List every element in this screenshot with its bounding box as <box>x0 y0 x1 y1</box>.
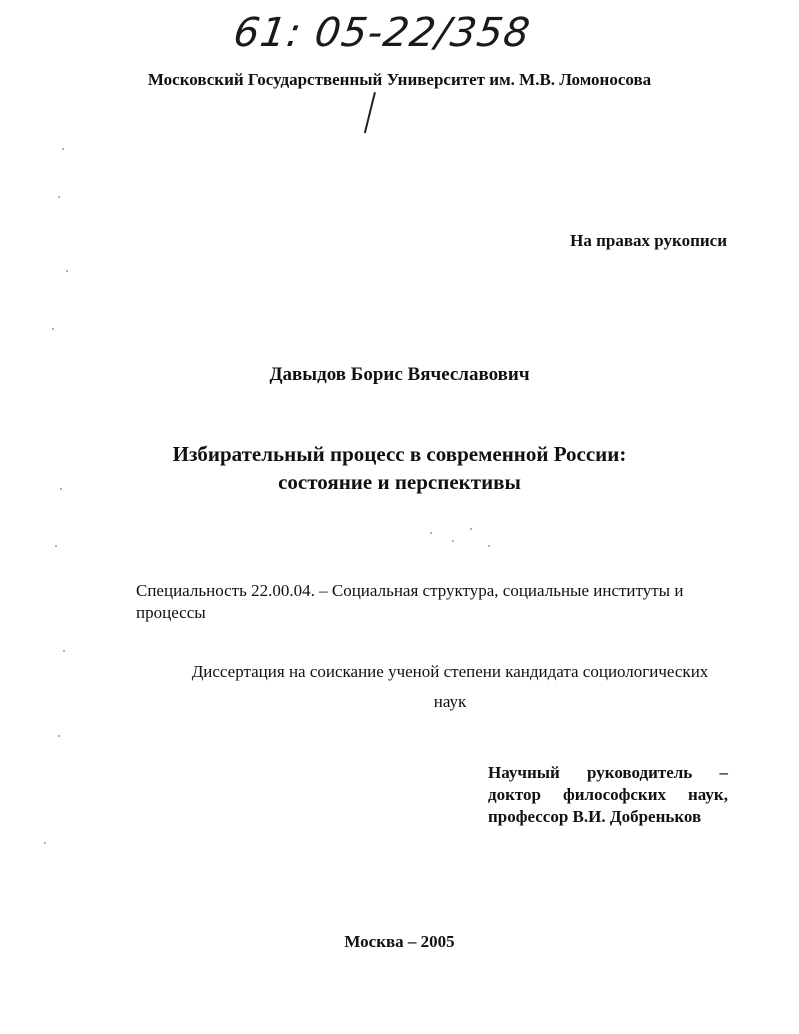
city-and-year: Москва – 2005 <box>344 932 455 951</box>
title-line-1: Избирательный процесс в современной России: <box>172 442 627 466</box>
supervisor-word: философских <box>562 785 667 804</box>
scan-speck <box>63 650 65 652</box>
dissertation-line-1: Диссертация на соискание ученой степени кандидата социологических <box>191 662 709 681</box>
supervisor-line-3: профессор В.И. Добреньков <box>488 807 702 826</box>
author-name: Давыдов Борис Вячеславович <box>269 364 530 385</box>
scan-speck <box>58 196 60 198</box>
scan-speck <box>52 328 54 330</box>
scan-speck <box>66 270 68 272</box>
scan-speck <box>470 528 472 530</box>
dissertation-line-2: наук <box>433 692 467 711</box>
scan-speck <box>62 148 64 150</box>
supervisor-word: Научный <box>488 763 560 782</box>
scan-speck <box>58 735 60 737</box>
scan-speck <box>430 532 432 534</box>
scan-speck <box>44 842 46 844</box>
handwritten-stroke <box>364 92 376 133</box>
supervisor-word: – <box>719 763 728 782</box>
manuscript-rights-note: На правах рукописи <box>570 231 727 250</box>
scan-speck <box>488 545 490 547</box>
supervisor-word: наук, <box>688 785 728 804</box>
specialty-line-2: процессы <box>136 603 206 622</box>
specialty-line-1: Специальность 22.00.04. – Социальная структура, социальные институты и <box>136 581 684 600</box>
dissertation-title <box>0 440 799 496</box>
scan-speck <box>452 540 454 542</box>
specialty-text <box>136 580 736 624</box>
scientific-supervisor <box>488 762 728 828</box>
university-name: Московский Государственный Университет им. М.В. Ломоносова <box>147 70 652 89</box>
scan-speck <box>55 545 57 547</box>
scan-speck <box>60 488 62 490</box>
supervisor-line-1 <box>488 762 728 784</box>
dissertation-statement <box>130 657 770 717</box>
supervisor-word: доктор <box>488 785 541 804</box>
supervisor-word: руководитель <box>587 763 693 782</box>
title-line-2: состояние и перспективы <box>278 470 521 494</box>
archive-code-handwritten: 61: 05-22/358 <box>230 10 534 56</box>
supervisor-line-2 <box>488 784 728 806</box>
